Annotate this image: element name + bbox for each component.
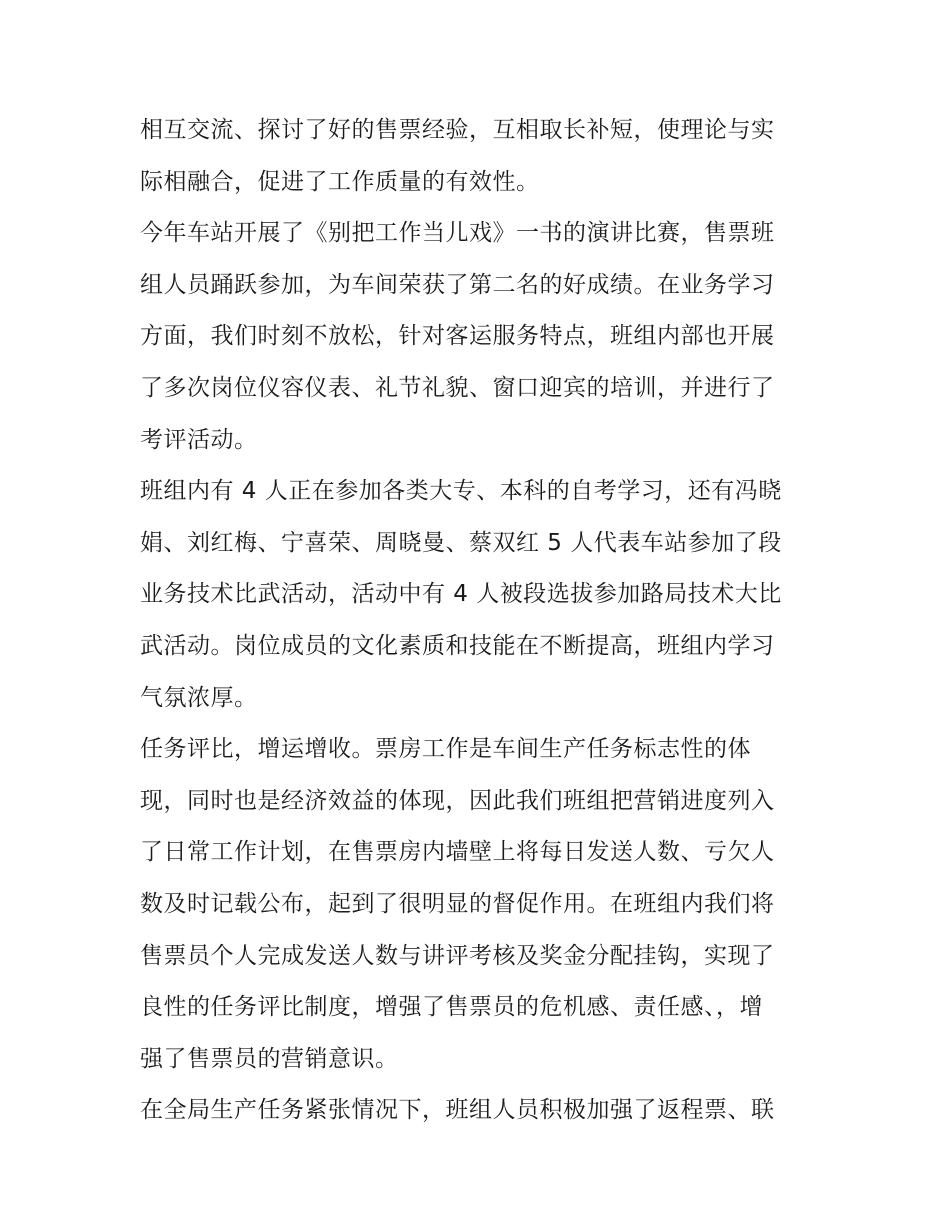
text-line-11: 武活动。岗位成员的文化素质和技能在不断提高，班组内学习 xyxy=(140,632,775,659)
text-line-5: 方面，我们时刻不放松，针对客运服务特点，班组内部也开展 xyxy=(140,323,775,350)
text-line-12: 气氛浓厚。 xyxy=(140,684,258,711)
text-line-9: 娟、刘红梅、宁喜荣、周晓曼、蔡双红 5 人代表车站参加了段 xyxy=(140,529,782,556)
text-line-6: 了多次岗位仪容仪表、礼节礼貌、窗口迎宾的培训，并进行了 xyxy=(140,374,775,401)
text-line-10: 业务技术比武活动，活动中有 4 人被段选拔参加路局技术大比 xyxy=(140,581,782,608)
document-body xyxy=(140,105,815,1137)
text-line-2: 际相融合，促进了工作质量的有效性。 xyxy=(140,168,540,195)
text-line-1: 相互交流、探讨了好的售票经验，互相取长补短，使理论与实 xyxy=(140,117,775,143)
text-line-15: 了日常工作计划，在售票房内墙壁上将每日发送人数、亏欠人 xyxy=(140,839,775,866)
text-line-7: 考评活动。 xyxy=(140,426,258,453)
text-line-13: 任务评比，增运增收。票房工作是车间生产任务标志性的体 xyxy=(140,736,751,763)
text-line-14: 现，同时也是经济效益的体现，因此我们班组把营销进度列入 xyxy=(140,787,775,814)
text-line-19: 强了售票员的营销意识。 xyxy=(140,1045,399,1072)
text-line-8: 班组内有 4 人正在参加各类大专、本科的自考学习，还有冯晓 xyxy=(140,478,782,505)
text-line-16: 数及时记载公布，起到了很明显的督促作用。在班组内我们将 xyxy=(140,890,775,917)
text-line-3: 今年车站开展了《别把工作当儿戏》一书的演讲比赛，售票班 xyxy=(140,220,775,247)
text-line-18: 良性的任务评比制度，增强了售票员的危机感、责任感、，增 xyxy=(140,994,763,1021)
text-line-17: 售票员个人完成发送人数与讲评考核及奖金分配挂钩，实现了 xyxy=(140,942,775,969)
text-line-20: 在全局生产任务紧张情况下，班组人员积极加强了返程票、联 xyxy=(140,1097,775,1124)
text-line-4: 组人员踊跃参加，为车间荣获了第二名的好成绩。在业务学习 xyxy=(140,271,775,298)
